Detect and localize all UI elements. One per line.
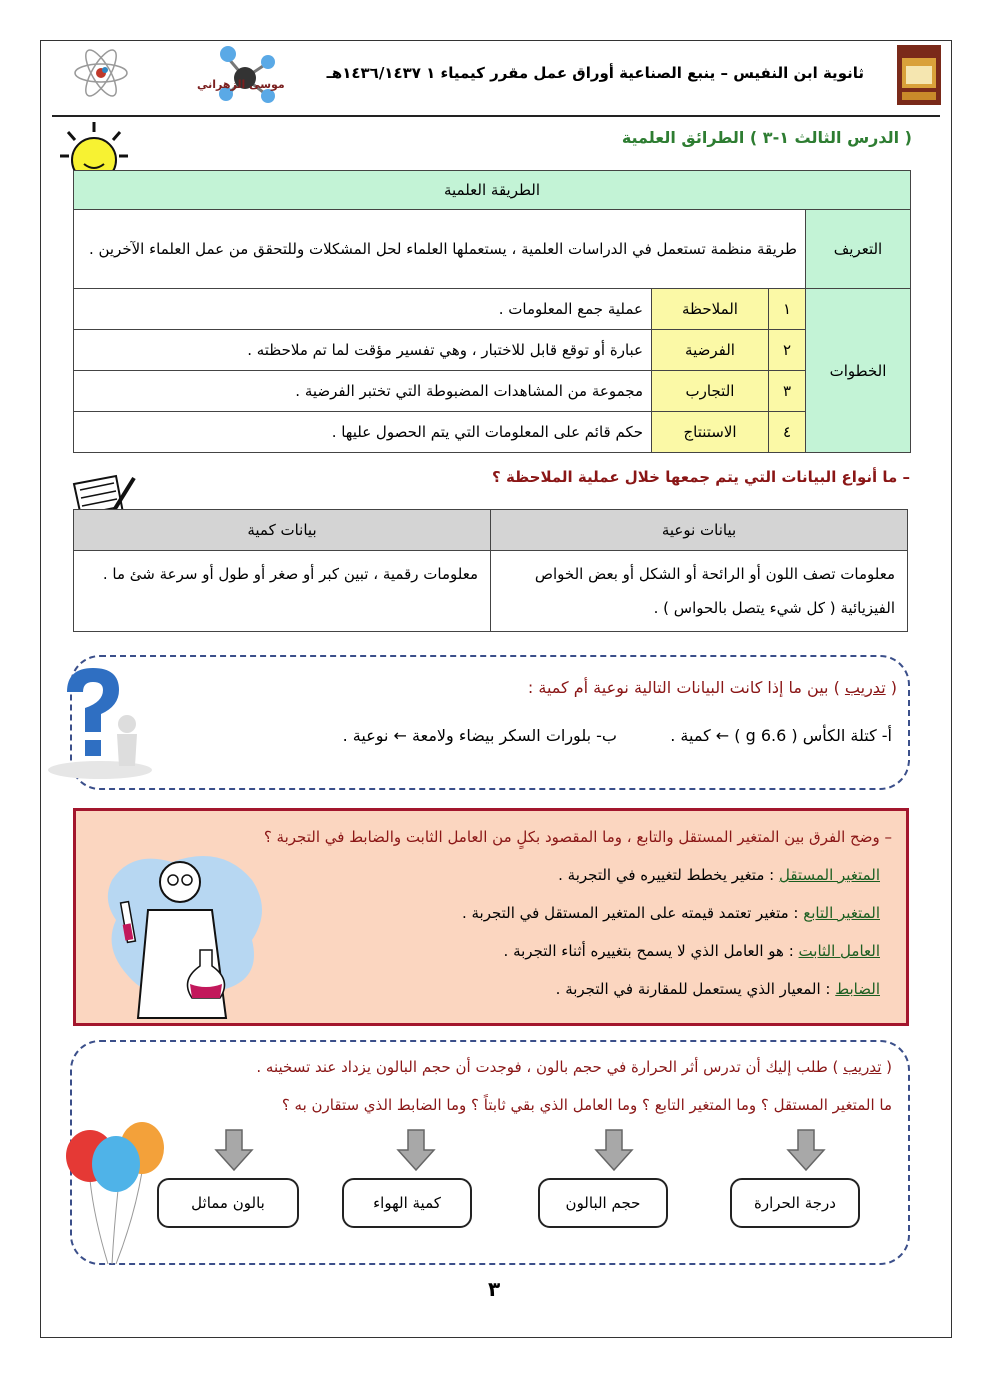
variable-desc: : متغير يخطط لتغييره في التجربة . (558, 866, 775, 884)
step-desc: عملية جمع المعلومات . (74, 289, 652, 330)
variable-definition (558, 866, 880, 884)
step-desc: عبارة أو توقع قابل للاختبار ، وهي تفسير مؤقت لما تم ملاحظته . (74, 330, 652, 371)
training1-item-b: ب- بلورات السكر بيضاء ولامعة ← نوعية . (342, 726, 617, 745)
variables-question: – وضح الفرق بين المتغير المستقل والتابع ، وما المقصود بكلٍ من العامل الثابت والضابط في التجربة ؟ (263, 828, 892, 846)
page-number: ٣ (488, 1277, 501, 1301)
training1-prompt: ( تدريب ) بين ما إذا كانت البيانات التالية نوعية أم كمية : (527, 678, 897, 697)
answer-box: كمية الهواء (342, 1178, 472, 1228)
variable-desc: : متغير تعتمد قيمته على المتغير المستقل في التجربة . (461, 904, 799, 922)
step-name: الملاحظة (652, 289, 769, 330)
training1-prompt-text: بين ما إذا كانت البيانات التالية نوعية أم كمية : (527, 678, 829, 697)
table-row (74, 412, 911, 453)
down-arrow-icon (594, 1128, 634, 1172)
header-divider (52, 115, 940, 117)
variable-term: المتغير التابع (803, 904, 880, 922)
step-number: ٢ (769, 330, 806, 371)
page-header (52, 42, 942, 112)
lesson-title: ( الدرس الثالث ١-٣ ) الطرائق العلمية (621, 128, 912, 147)
question-mark-icon (45, 662, 155, 780)
school-logo-icon (896, 44, 942, 106)
qualitative-header: بيانات نوعية (491, 510, 908, 551)
header-title: ثانوية ابن النفيس – ينبع الصناعية أوراق عمل مقرر كيمياء ١ ١٤٣٦/١٤٣٧هـ (326, 64, 864, 82)
molecule-icon (210, 42, 280, 104)
steps-label: الخطوات (806, 289, 911, 453)
quantitative-header: بيانات كمية (74, 510, 491, 551)
data-types-table (73, 509, 908, 632)
table-row (74, 371, 911, 412)
definition-label: التعريف (806, 210, 911, 289)
data-types-question: – ما أنواع البيانات التي يتم جمعها خلال عملية الملاحظة ؟ (492, 468, 910, 486)
training-box-1 (70, 655, 910, 790)
training2-label: تدريب (843, 1058, 882, 1076)
author-name: موسى الزهراني (197, 78, 285, 91)
variable-definition (462, 904, 880, 922)
table-row (74, 330, 911, 371)
step-name: التجارب (652, 371, 769, 412)
variable-term: المتغير المستقل (778, 866, 880, 884)
step-number: ٤ (769, 412, 806, 453)
down-arrow-icon (396, 1128, 436, 1172)
answer-box: درجة الحرارة (730, 1178, 860, 1228)
answer-box: حجم البالون (538, 1178, 668, 1228)
answer-box: بالون مماثل (157, 1178, 299, 1228)
balloons-icon (60, 1118, 172, 1266)
variable-term: العامل الثابت (798, 942, 880, 960)
training2-prompt: ( تدريب ) طلب إليك أن تدرس أثر الحرارة في حجم بالون ، فوجدت أن حجم البالون يزداد عند تسخينه . (256, 1058, 892, 1076)
down-arrow-icon (214, 1128, 254, 1172)
step-number: ١ (769, 289, 806, 330)
variable-term: الضابط (835, 980, 880, 998)
step-name: الفرضية (652, 330, 769, 371)
table-row (74, 289, 911, 330)
step-number: ٣ (769, 371, 806, 412)
quantitative-desc: معلومات رقمية ، تبين كبر أو صغر أو طول أو سرعة شئ ما . (74, 551, 491, 632)
qualitative-desc: معلومات تصف اللون أو الرائحة أو الشكل أو بعض الخواص الفيزيائية ( كل شيء يتصل بالحواس ) . (491, 551, 908, 632)
variable-definition (556, 980, 880, 998)
definition-text: طريقة منظمة تستعمل في الدراسات العلمية ، يستعملها العلماء لحل المشكلات وللتحقق من عمل العلماء الآخرين . (74, 210, 806, 289)
variable-desc: : المعيار الذي يستعمل للمقارنة في التجربة . (555, 980, 831, 998)
step-desc: مجموعة من المشاهدات المضبوطة التي تختبر الفرضية . (74, 371, 652, 412)
scientist-icon (102, 840, 274, 1020)
training1-item-a: أ- كتلة الكأس ( 6.6 g ) ← كمية . (670, 726, 892, 745)
training1-label: تدريب (844, 678, 886, 697)
scientific-method-heading: الطريقة العلمية (74, 171, 911, 210)
training2-prompt-text: طلب إليك أن تدرس أثر الحرارة في حجم بالون ، فوجدت أن حجم البالون يزداد عند تسخينه . (256, 1058, 828, 1076)
variable-desc: : هو العامل الذي لا يسمح بتغييره أثناء التجربة . (503, 942, 794, 960)
down-arrow-icon (786, 1128, 826, 1172)
atom-icon (72, 44, 130, 102)
step-name: الاستنتاج (652, 412, 769, 453)
step-desc: حكم قائم على المعلومات التي يتم الحصول عليها . (74, 412, 652, 453)
training2-questions: ما المتغير المستقل ؟ وما المتغير التابع ؟ وما العامل الذي بقي ثابتاً ؟ وما الضابط الذي ستقارن به ؟ (281, 1096, 892, 1114)
variable-definition (504, 942, 880, 960)
scientific-method-table (73, 170, 911, 453)
